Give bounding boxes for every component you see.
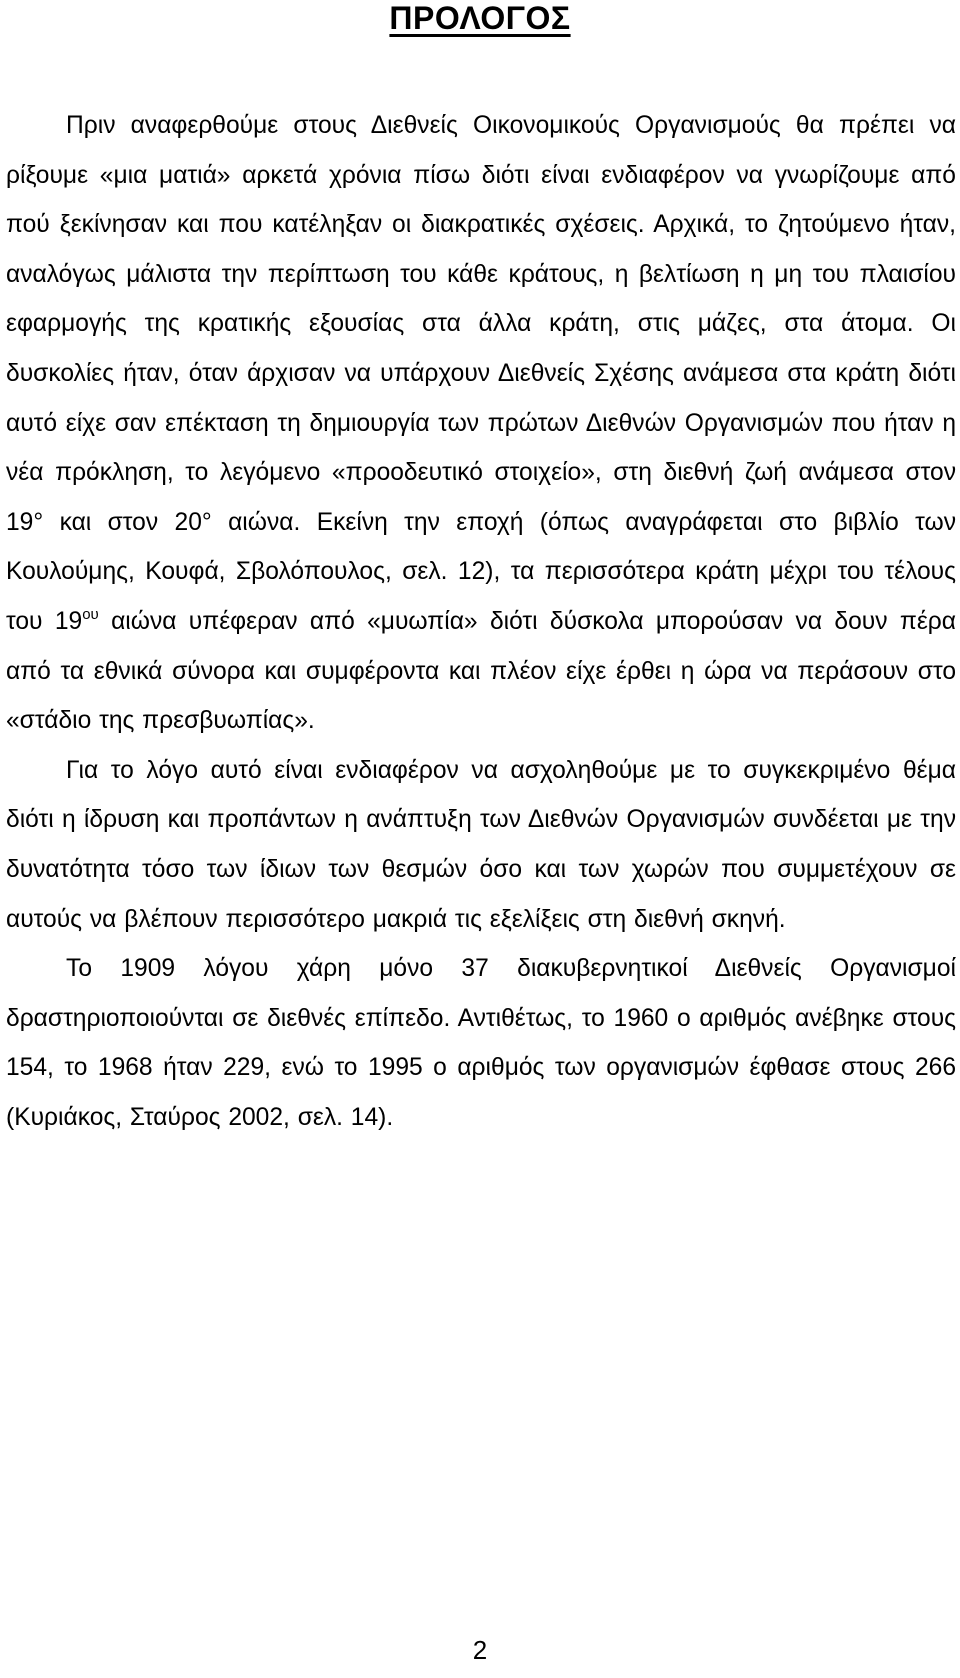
page-number: 2 — [472, 1635, 488, 1665]
paragraph-2: Για το λόγο αυτό είναι ενδιαφέρον να ασχοληθούμε με το συγκεκριμένο θέμα διότι η ίδρυση και προπάντων η ανάπτυξη των Διεθνών Οργανισμών συνδέεται με την δυνατότητα τόσο των ίδιων των θεσμών όσο και των χωρών που συμμετέχουν σε αυτούς να βλέπουν περισσότερο μακριά τις εξελίξεις στη διεθνή σκηνή. — [6, 756, 956, 933]
ordinal-superscript: ου — [82, 605, 99, 623]
paragraph-1-text: Πριν αναφερθούμε στους Διεθνείς Οικονομικούς Οργανισμούς θα πρέπει να ρίξουμε «μια ματιά» αρκετά χρόνια πίσω διότι είναι ενδιαφέρον να γνωρίζουμε από πού ξεκίνησαν και που κατέληξαν οι διακρατικές σχέσεις. Αρχικά, το ζητούμενο ήταν, αναλόγως μάλιστα την περίπτωση του κάθε κράτους, η βελτίωση η μη του πλαισίου εφαρμογής της κρατικής εξουσίας στα άλλα κράτη, στις μάζες, στα άτομα. Οι δυσκολίες ήταν, όταν άρχισαν να υπάρχουν Διεθνείς Σχέσης ανάμεσα στα κράτη διότι αυτό είχε σαν επέκταση τη δημιουργία των πρώτων Διεθνών Οργανισμών που ήταν η νέα πρόκληση, το λεγόμενο «προοδευτικό στοιχείο», στη διεθνή ζωή ανάμεσα στον 19° και στον 20° αιώνα. Εκείνη την εποχή (όπως αναγράφεται στο βιβλίο των Κουλούμης, Κουφά, Σβολόπουλος, σελ. 12), τα περισσότερα κράτη μέχρι του τέλους του 19 — [6, 112, 956, 635]
paragraph-1-text-continued: αιώνα υπέφεραν από «μυωπία» διότι δύσκολα μπορούσαν να δουν πέρα από τα εθνικά σύνορα και συμφέροντα και πλέον είχε έρθει η ώρα να περάσουν στο «στάδιο της πρεσβυωπίας». — [6, 607, 956, 735]
page-title: ΠΡΟΛΟΓΟΣ — [389, 0, 571, 36]
paragraph-1 — [6, 101, 956, 746]
body-text — [6, 101, 956, 1142]
paragraph-3: Το 1909 λόγου χάρη μόνο 37 διακυβερνητικοί Διεθνείς Οργανισμοί δραστηριοποιούνται σε διεθνές επίπεδο. Αντιθέτως, το 1960 ο αριθμός ανέβηκε στους 154, το 1968 ήταν 229, ενώ το 1995 ο αριθμός των οργανισμών έφθασε στους 266 (Κυριάκος, Σταύρος 2002, σελ. 14). — [6, 955, 956, 1131]
